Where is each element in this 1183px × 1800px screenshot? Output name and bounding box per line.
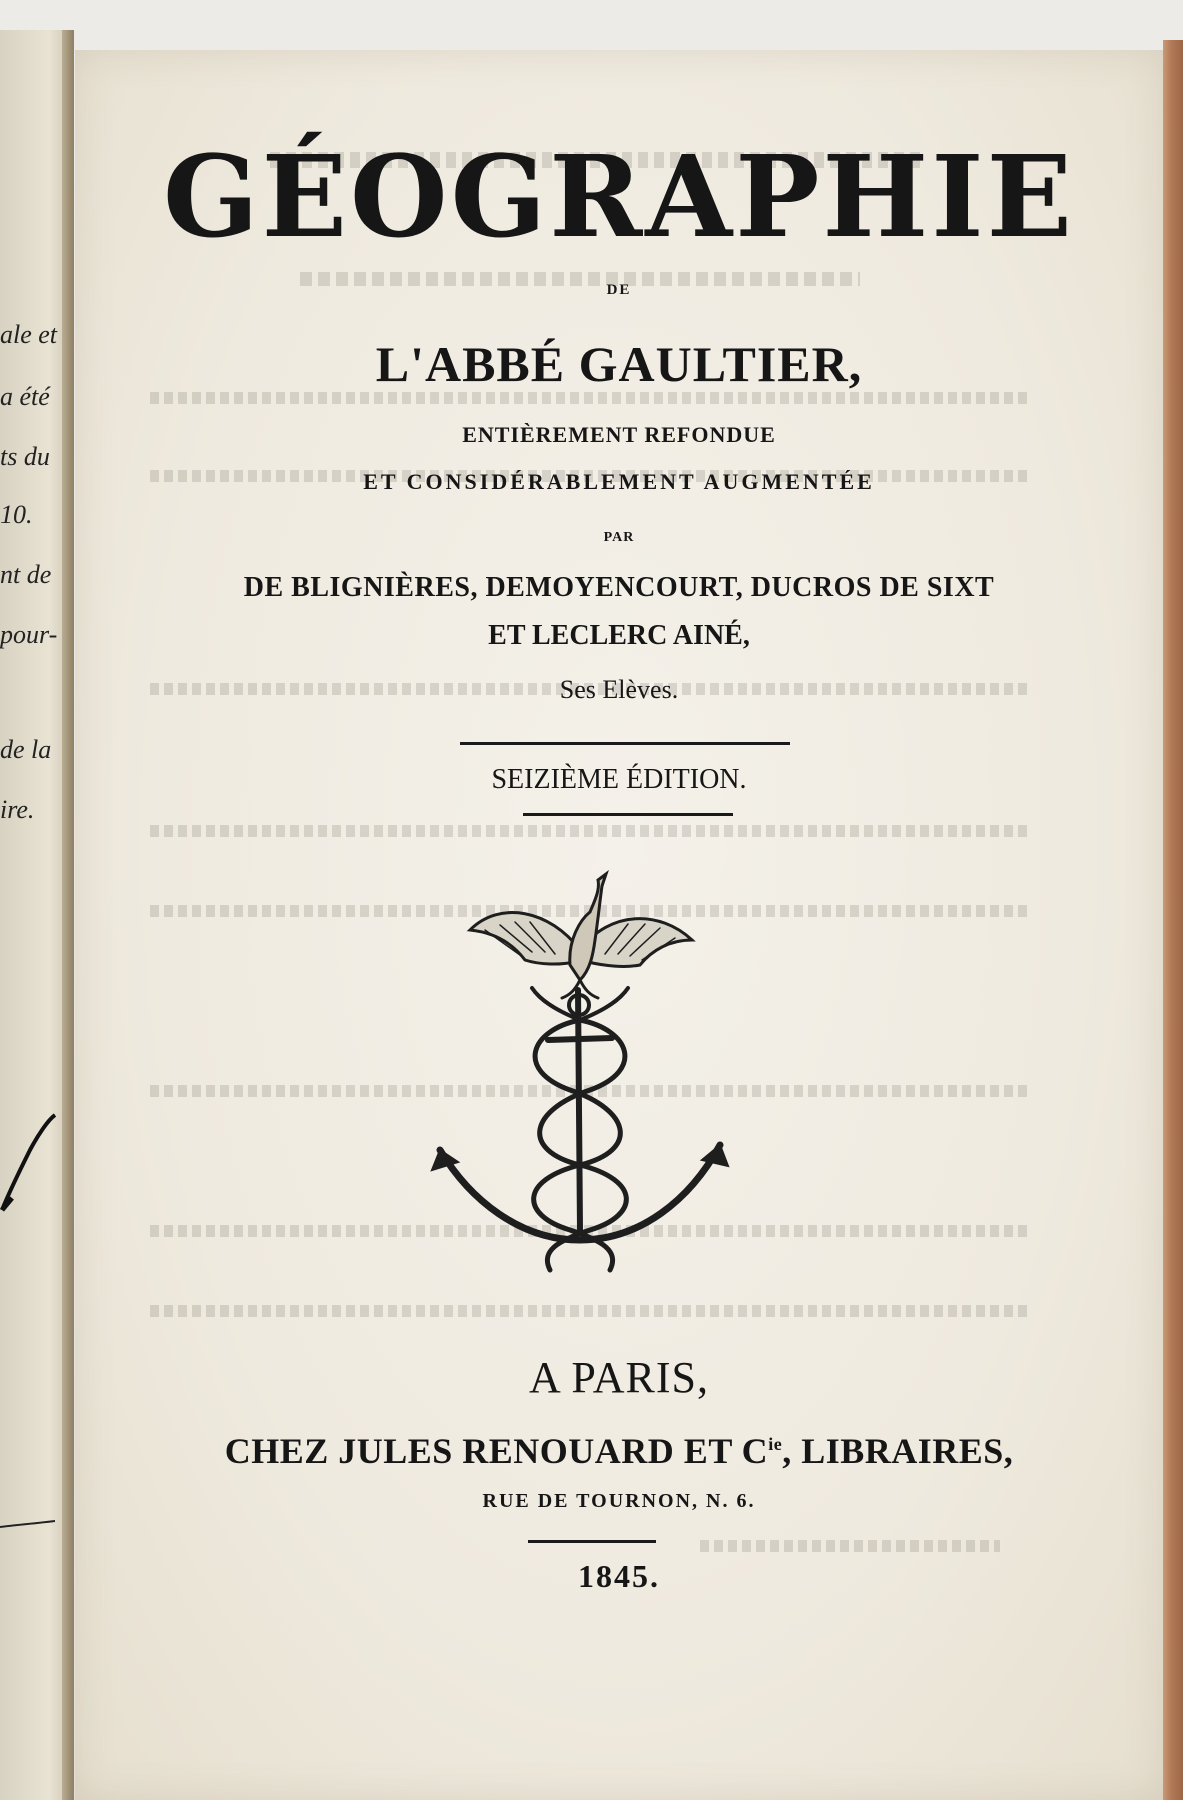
editors-line-2: ET LECLERC AINÉ, [488,620,750,651]
handwritten-line-icon [0,1515,55,1535]
show-through-texture [150,392,1030,404]
facing-page-text: ts du [0,442,50,471]
facing-page-edge [62,30,74,1800]
show-through-texture [700,1540,1000,1552]
facing-page [0,30,70,1800]
facing-page-text: 10. [0,500,33,529]
editors-role: Ses Elèves. [559,675,679,704]
book-binding [1163,40,1183,1800]
facing-page-text: nt de [0,560,52,589]
eagle-caduceus-anchor-icon [430,870,730,1285]
editors-line-1: DE BLIGNIÈRES, DEMOYENCOURT, DUCROS DE SIXT [243,572,995,603]
facing-page-text: ale et [0,320,58,349]
divider-rule [523,813,733,816]
book-title: GÉOGRAPHIE [163,132,1075,263]
facing-page-text: a été [0,382,50,411]
divider-rule [528,1540,656,1543]
title-par: PAR [603,530,635,545]
subtitle-augmentee: ET CONSIDÉRABLEMENT AUGMENTÉE [363,469,875,494]
publication-city: A PARIS, [528,1353,710,1402]
author-name: L'ABBÉ GAULTIER, [375,336,863,392]
facing-page-text: de la [0,735,52,764]
facing-page-text: ire. [0,795,35,824]
handwritten-stroke-icon [0,1110,60,1230]
subtitle-refondue: ENTIÈREMENT REFONDUE [462,422,776,447]
show-through-texture [150,1305,1030,1317]
publication-year: 1845. [578,1558,660,1594]
show-through-texture [150,825,1030,837]
title-de: DE [606,282,632,298]
divider-rule [460,742,790,745]
facing-page-text: pour- [0,620,58,649]
edition-label: SEIZIÈME ÉDITION. [491,764,747,795]
publisher-name: CHEZ JULES RENOUARD ET $C^{ie}$, LIBRAIRES, [224,1431,1014,1471]
publisher-address: RUE DE TOURNON, N. 6. [482,1490,756,1512]
